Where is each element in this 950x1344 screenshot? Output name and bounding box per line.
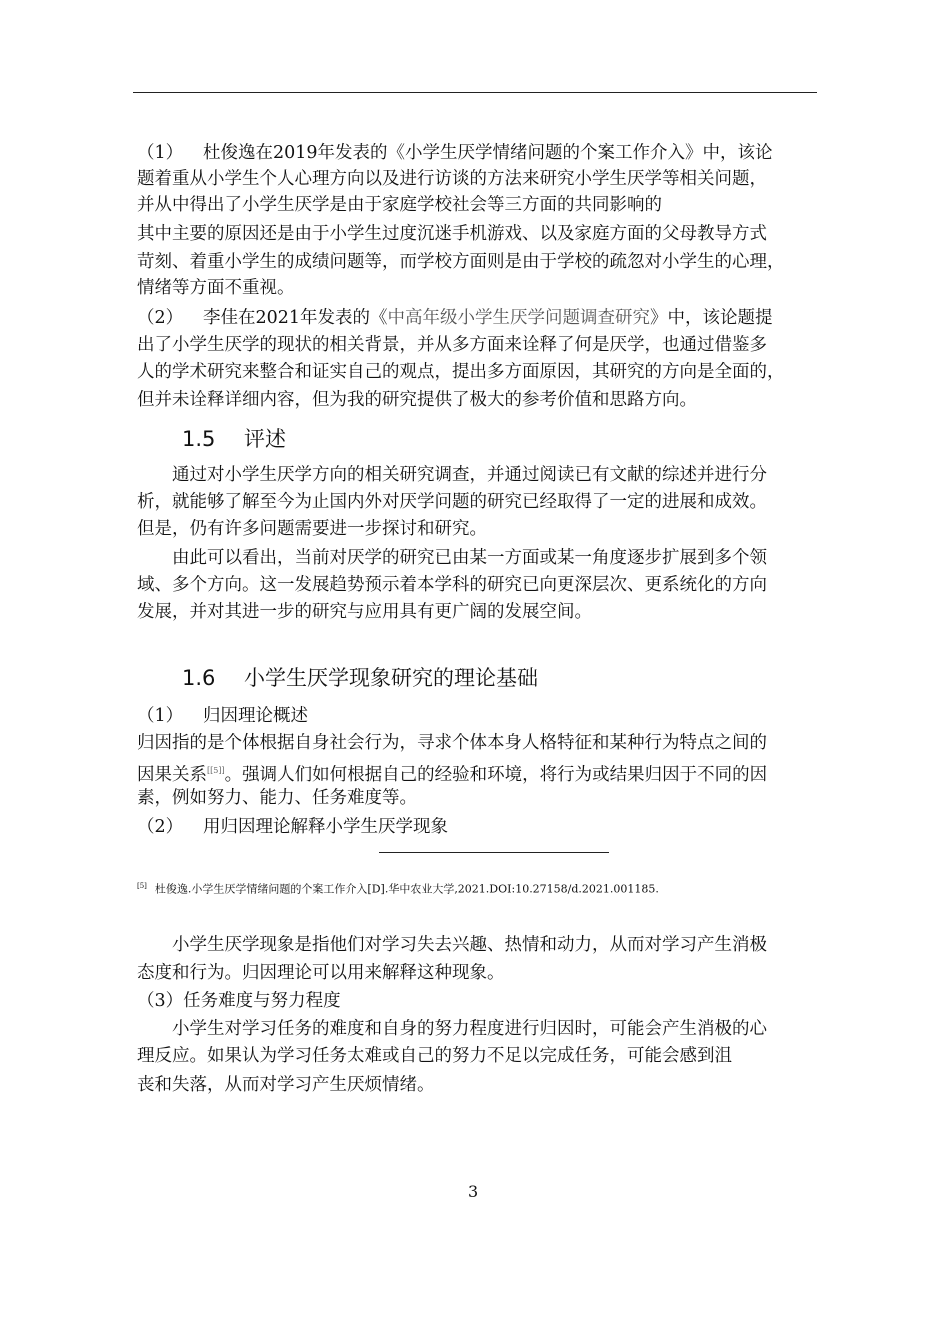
footnote-text: 杜俊逸.小学生厌学情绪问题的个案工作介入[D].华中农业大学,2021.DOI:10.27158/d.2021.001185. (154, 882, 659, 896)
sec15-p2-line3: 发展，并对其进一步的研究与应用具有更广阔的发展空间。 (137, 602, 592, 622)
subsection-3: （3）任务难度与努力程度 (137, 991, 341, 1011)
citation-marker: [[5]] (207, 766, 225, 775)
para1-line6: 情绪等方面不重视。 (137, 278, 295, 298)
para1-line5: 苛刻、着重小学生的成绩问题等，而学校方面则是由于学校的疏忽对小学生的心理， (137, 252, 785, 272)
footnote-rule (379, 852, 609, 853)
section-number: 1.5 (182, 427, 216, 451)
section-number: 1.6 (182, 666, 216, 690)
cont-p1-line1: 小学生厌学现象是指他们对学习失去兴趣、热情和动力，从而对学习产生消极 (172, 935, 767, 955)
header-rule (133, 92, 817, 93)
cont-p1-line2: 态度和行为。归因理论可以用来解释这种现象。 (137, 963, 505, 983)
footnote (137, 878, 659, 898)
para2-line4: 但并未诠释详细内容，但为我的研究提供了极大的参考价值和思路方向。 (137, 390, 697, 410)
para1-line4: 其中主要的原因还是由于小学生过度沉迷手机游戏、以及家庭方面的父母教导方式 (137, 224, 767, 244)
para1-line1: （1） 杜俊逸在2019年发表的《小学生厌学情绪问题的个案工作介入》中，该论 (137, 143, 773, 163)
para1-line2: 题着重从小学生个人心理方向以及进行访谈的方法来研究小学生厌学等相关问题， (137, 169, 767, 189)
sec15-p2-line2: 域、多个方向。这一发展趋势预示着本学科的研究已向更深层次、更系统化的方向 (137, 575, 767, 595)
section-heading-1-6 (182, 664, 538, 692)
cited-title: 中高年级小学生厌学问题调查研究 (387, 308, 651, 328)
subsection-1: （1） 归因理论概述 (137, 706, 308, 726)
sec15-p1-line3: 但是，仍有许多问题需要进一步探讨和研究。 (137, 519, 487, 539)
sec15-p1-line1: 通过对小学生厌学方向的相关研究调查，并通过阅读已有文献的综述并进行分 (172, 465, 767, 485)
section-title: 评述 (244, 427, 286, 451)
para1-line3: 并从中得出了小学生厌学是由于家庭学校社会等三方面的共同影响的 (137, 195, 662, 215)
para2-line1: （2） 李佳在2021年发表的《中高年级小学生厌学问题调查研究》中，该论题提 (137, 308, 773, 328)
sec15-p2-line1: 由此可以看出，当前对厌学的研究已由某一方面或某一角度逐步扩展到多个领 (172, 548, 767, 568)
cont-p2-line1: 小学生对学习任务的难度和自身的努力程度进行归因时，可能会产生消极的心 (172, 1019, 767, 1039)
sec15-p1-line2: 析，就能够了解至今为止国内外对厌学问题的研究已经取得了一定的进展和成效。 (137, 492, 767, 512)
definition-line1: 归因指的是个体根据自身社会行为，寻求个体本身人格特征和某种行为特点之间的 (137, 733, 767, 753)
cont-p2-line3: 丧和失落，从而对学习产生厌烦情绪。 (137, 1075, 435, 1095)
para2-line2: 出了小学生厌学的现状的相关背景，并从多方面来诠释了何是厌学，也通过借鉴多 (137, 335, 767, 355)
section-heading-1-5 (182, 425, 286, 453)
para2-label: （2） (137, 308, 184, 328)
footnote-mark: [5] (137, 882, 147, 890)
section-title: 小学生厌学现象研究的理论基础 (244, 666, 538, 690)
para2-line3: 人的学术研究来整合和证实自己的观点，提出多方面原因，其研究的方向是全面的， (137, 362, 785, 382)
subsection-2: （2） 用归因理论解释小学生厌学现象 (137, 817, 448, 837)
definition-line3: 素，例如努力、能力、任务难度等。 (137, 788, 417, 808)
para1-label: （1） (137, 143, 184, 163)
cont-p2-line2: 理反应。如果认为学习任务太难或自己的努力不足以完成任务，可能会感到沮 (137, 1046, 732, 1066)
definition-line2: 因果关系[[5]]。强调人们如何根据自己的经验和环境，将行为或结果归因于不同的因 (137, 764, 768, 785)
page-number: 3 (468, 1182, 479, 1201)
